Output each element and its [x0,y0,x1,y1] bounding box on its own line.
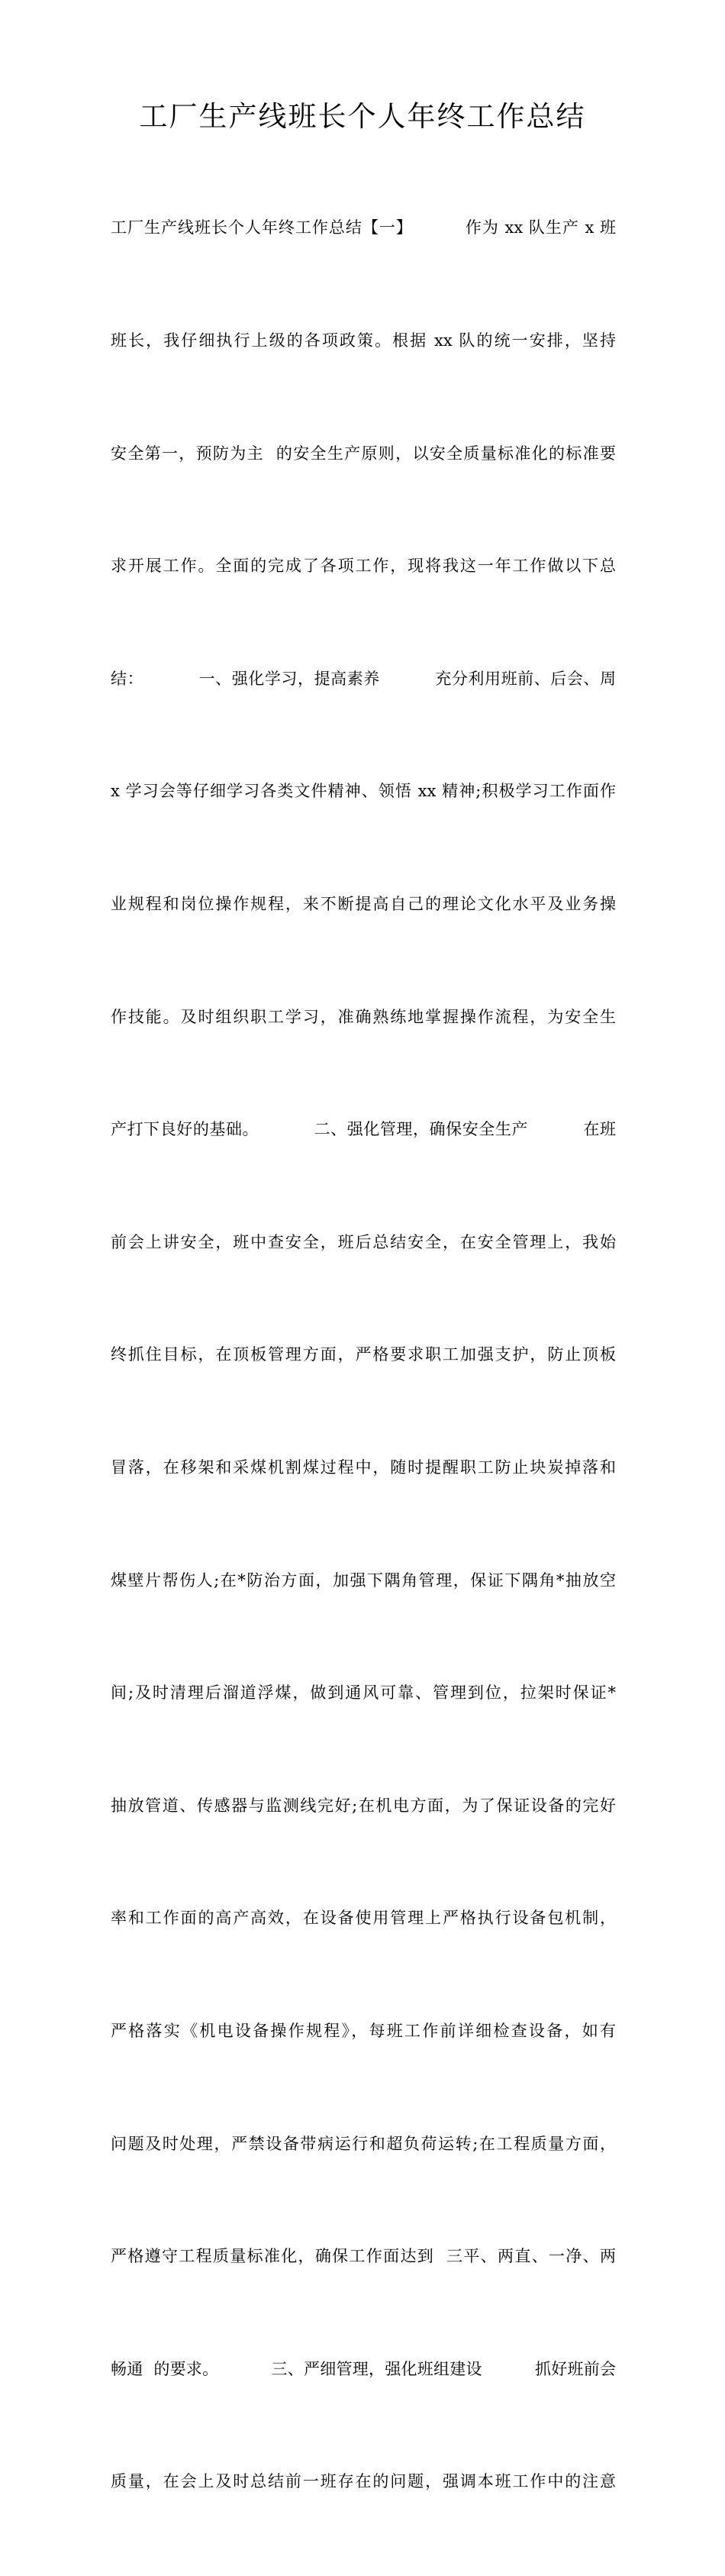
body-line: 严格落实《机电设备操作规程》，每班工作前详细检查设备，如有 [111,2021,616,2040]
body-line: 问题及时处理，严禁设备带病运行和超负荷运转;在工程质量方面， [111,2134,616,2153]
body-line: x 学习会等仔细学习各类文件精神、领悟 xx 精神;积极学习工作面作 [111,782,616,801]
body-line: 畅通 的要求。 三、严细管理，强化班组建设 抓好班前会 [111,2359,616,2378]
body-line: 结： 一、强化学习，提高素养 充分利用班前、后会、周 [111,669,616,688]
body-line: 终抓住目标，在顶板管理方面，严格要求职工加强支护，防止顶板 [111,1345,616,1364]
body-line: 率和工作面的高产高效，在设备使用管理上严格执行设备包机制， [111,1909,616,1928]
body-line: 前会上讲安全，班中查安全，班后总结安全，在安全管理上，我始 [111,1232,616,1251]
body-line: 班长，我仔细执行上级的各项政策。根据 xx 队的统一安排，坚持 [111,331,616,350]
body-line: 严格遵守工程质量标准化，确保工作面达到 三平、两直、一净、两 [111,2247,616,2266]
body-line: 质量，在会上及时总结前一班存在的问题，强调本班工作中的注意 [111,2472,616,2491]
body-line: 业规程和岗位操作规程，来不断提高自己的理论文化水平及业务操 [111,894,616,913]
body-line: 冒落，在移架和采煤机割煤过程中，随时提醒职工防止块炭掉落和 [111,1457,616,1477]
body-line: 煤壁片帮伤人;在*防治方面，加强下隅角管理，保证下隅角*抽放空 [111,1570,616,1590]
document-title: 工厂生产线班长个人年终工作总结 [139,100,586,133]
body-line: 工厂生产线班长个人年终工作总结【一】 作为 xx 队生产 x 班 [111,218,616,237]
document-body [111,134,616,2576]
body-line: 间;及时清理后溜道浮煤，做到通风可靠、管理到位，拉架时保证* [111,1683,616,1703]
body-line: 安全第一，预防为主 的安全生产原则，以安全质量标准化的标准要 [111,444,616,463]
body-line: 抽放管道、传感器与监测线完好;在机电方面，为了保证设备的完好 [111,1796,616,1815]
body-line: 求开展工作。全面的完成了各项工作，现将我这一年工作做以下总 [111,557,616,576]
body-line: 产打下良好的基础。 二、强化管理，确保安全生产 在班 [111,1120,616,1139]
body-line: 作技能。及时组织职工学习，准确熟练地掌握操作流程，为安全生 [111,1007,616,1026]
